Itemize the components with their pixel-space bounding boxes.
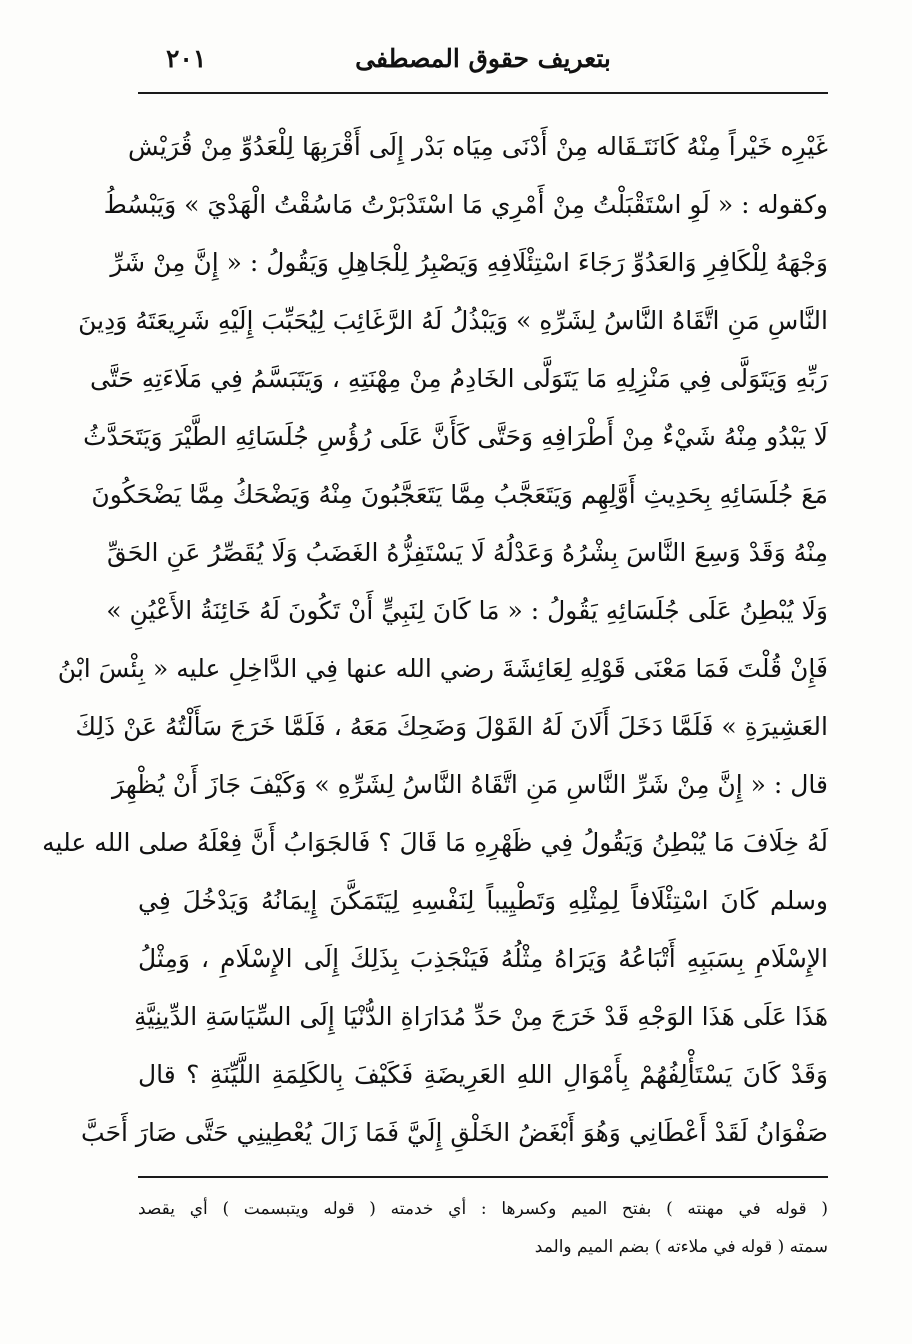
footnote-line: ( قوله في مهنته ) بفتح الميم وكسرها : أي خدمته ( قوله ويتبسمت ) أي يقصد	[138, 1199, 828, 1219]
footnotes	[138, 1190, 828, 1266]
page-number: ٢٠١	[166, 44, 207, 73]
text-line: مَعَ جُلَسَائِهِ بِحَدِيثِ أَوَّلِهِم وَيَتَعَجَّبُ مِمَّا يَتَعَجَّبُونَ مِنْهُ وَيَضْحَكُ مِمَّا يَضْحَكُونَ	[91, 480, 828, 509]
text-line: النَّاسِ مَنِ اتَّقَاهُ النَّاسُ لِشَرِّهِ » وَيَبْذُلُ لَهُ الرَّغَائِبَ لِيُحَبِّبَ إِلَيْهِ شَرِيعَتَهُ وَدِينَ	[78, 306, 828, 335]
text-line: لَا يَبْدُو مِنْهُ شَيْءٌ مِنْ أَطْرَافِهِ وَحَتَّى كَأَنَّ عَلَى رُؤُسِ جُلَسَائِهِ الطَّيْرَ وَيَتَحَدَّثُ	[83, 422, 828, 451]
text-line: غَيْرِه خَيْراً مِنْهُ كَانَتَـقَاله مِنْ أَدْنَى مِيَاه بَدْر إِلَى أَقْرَبِهَا لِلْعَدُوِّ مِنْ قُرَيْش	[127, 132, 828, 161]
text-line: العَشِيرَةِ » فَلَمَّا دَخَلَ أَلَانَ لَهُ القَوْلَ وَضَحِكَ مَعَهُ ، فَلَمَّا خَرَجَ سَأَلْتُهُ عَنْ ذَلِكَ	[75, 712, 828, 741]
text-line: لَهُ خِلَافَ مَا يُبْطِنُ وَيَقُولُ فِي ظَهْرِهِ مَا قَالَ ؟ فَالجَوَابُ أَنَّ فِعْلَهُ صلى الله عليه	[42, 828, 828, 857]
text-line: وَقَدْ كَانَ يَسْتَأْلِفُهُمْ بِأَمْوَالِ اللهِ العَرِيضَةِ فَكَيْفَ بِالكَلِمَةِ اللَّيِّنَةِ ؟ قال	[138, 1060, 828, 1089]
text-line: وكقوله : « لَوِ اسْتَقْبَلْتُ مِنْ أَمْرِي مَا اسْتَدْبَرْتُ مَاسُقْتُ الْهَدْيَ » وَيَبْسُطُ	[103, 190, 828, 219]
header-rule	[138, 92, 828, 94]
text-line: رَبِّهِ وَيَتَوَلَّى فِي مَنْزِلِهِ مَا يَتَوَلَّى الخَادِمُ مِنْ مِهْنَتِهِ ، وَيَتَبَسَّمُ فِي مَلَاءَتِهِ حَتَّى	[89, 364, 828, 393]
footnote-line: سمته ( قوله في ملاءته ) بضم الميم والمد	[534, 1237, 828, 1257]
text-line: فَإِنْ قُلْتَ فَمَا مَعْنَى قَوْلِهِ لِعَائِشَةَ رضي الله عنها فِي الدَّاخِلِ عليه « بِئْسَ ابْنُ	[57, 654, 828, 683]
page-header	[138, 40, 828, 86]
text-line: قال : « إِنَّ مِنْ شَرِّ النَّاسِ مَنِ اتَّقَاهُ النَّاسُ لِشَرِّهِ » وَكَيْفَ جَازَ أَنْ يُظْهِرَ	[111, 770, 828, 799]
body-text	[42, 118, 828, 1162]
text-line: صَفْوَانُ لَقَدْ أَعْطَانِي وَهُوَ أَبْغَضُ الخَلْقِ إِلَيَّ فَمَا زَالَ يُعْطِينِي حَتَّى صَارَ أَحَبَّ	[81, 1118, 828, 1147]
text-line: مِنْهُ وَقَدْ وَسِعَ النَّاسَ بِشْرُهُ وَعَدْلُهُ لَا يَسْتَفِزُّهُ الغَضَبُ وَلَا يُقَصِّرُ عَنِ الحَقِّ	[106, 538, 828, 567]
text-line: وَلَا يُبْطِنُ عَلَى جُلَسَائِهِ يَقُولُ : « مَا كَانَ لِنَبِيٍّ أَنْ تَكُونَ لَهُ خَائِنَةُ الأَعْيُنِ »	[106, 596, 828, 625]
text-line: وَجْهَهُ لِلْكَافِرِ وَالعَدُوِّ رَجَاءَ اسْتِئْلَافِهِ وَيَصْبِرُ لِلْجَاهِلِ وَيَقُولُ : « إِنَّ مِنْ شَرِّ	[110, 248, 828, 277]
footnote-rule	[138, 1176, 828, 1178]
text-line: وسلم كَانَ اسْتِئْلَافاً لِمِثْلِهِ وَتَطْيِيباً لِنَفْسِهِ لِيَتَمَكَّنَ إِيمَانُهُ وَيَدْخُلَ فِي	[138, 886, 828, 915]
running-title: بتعريف حقوق المصطفى	[355, 44, 611, 73]
text-line: هَذَا عَلَى هَذَا الوَجْهِ قَدْ خَرَجَ مِنْ حَدِّ مُدَارَاةِ الدُّنْيَا إِلَى السِّيَاسَةِ الدِّينِيَّةِ	[134, 1002, 828, 1031]
text-line: الإِسْلَامِ بِسَبَبِهِ أَتْبَاعُهُ وَيَرَاهُ مِثْلُهُ فَيَنْجَذِبَ بِذَلِكَ إِلَى الإِسْلَامِ ، وَمِثْلُ	[138, 944, 828, 973]
